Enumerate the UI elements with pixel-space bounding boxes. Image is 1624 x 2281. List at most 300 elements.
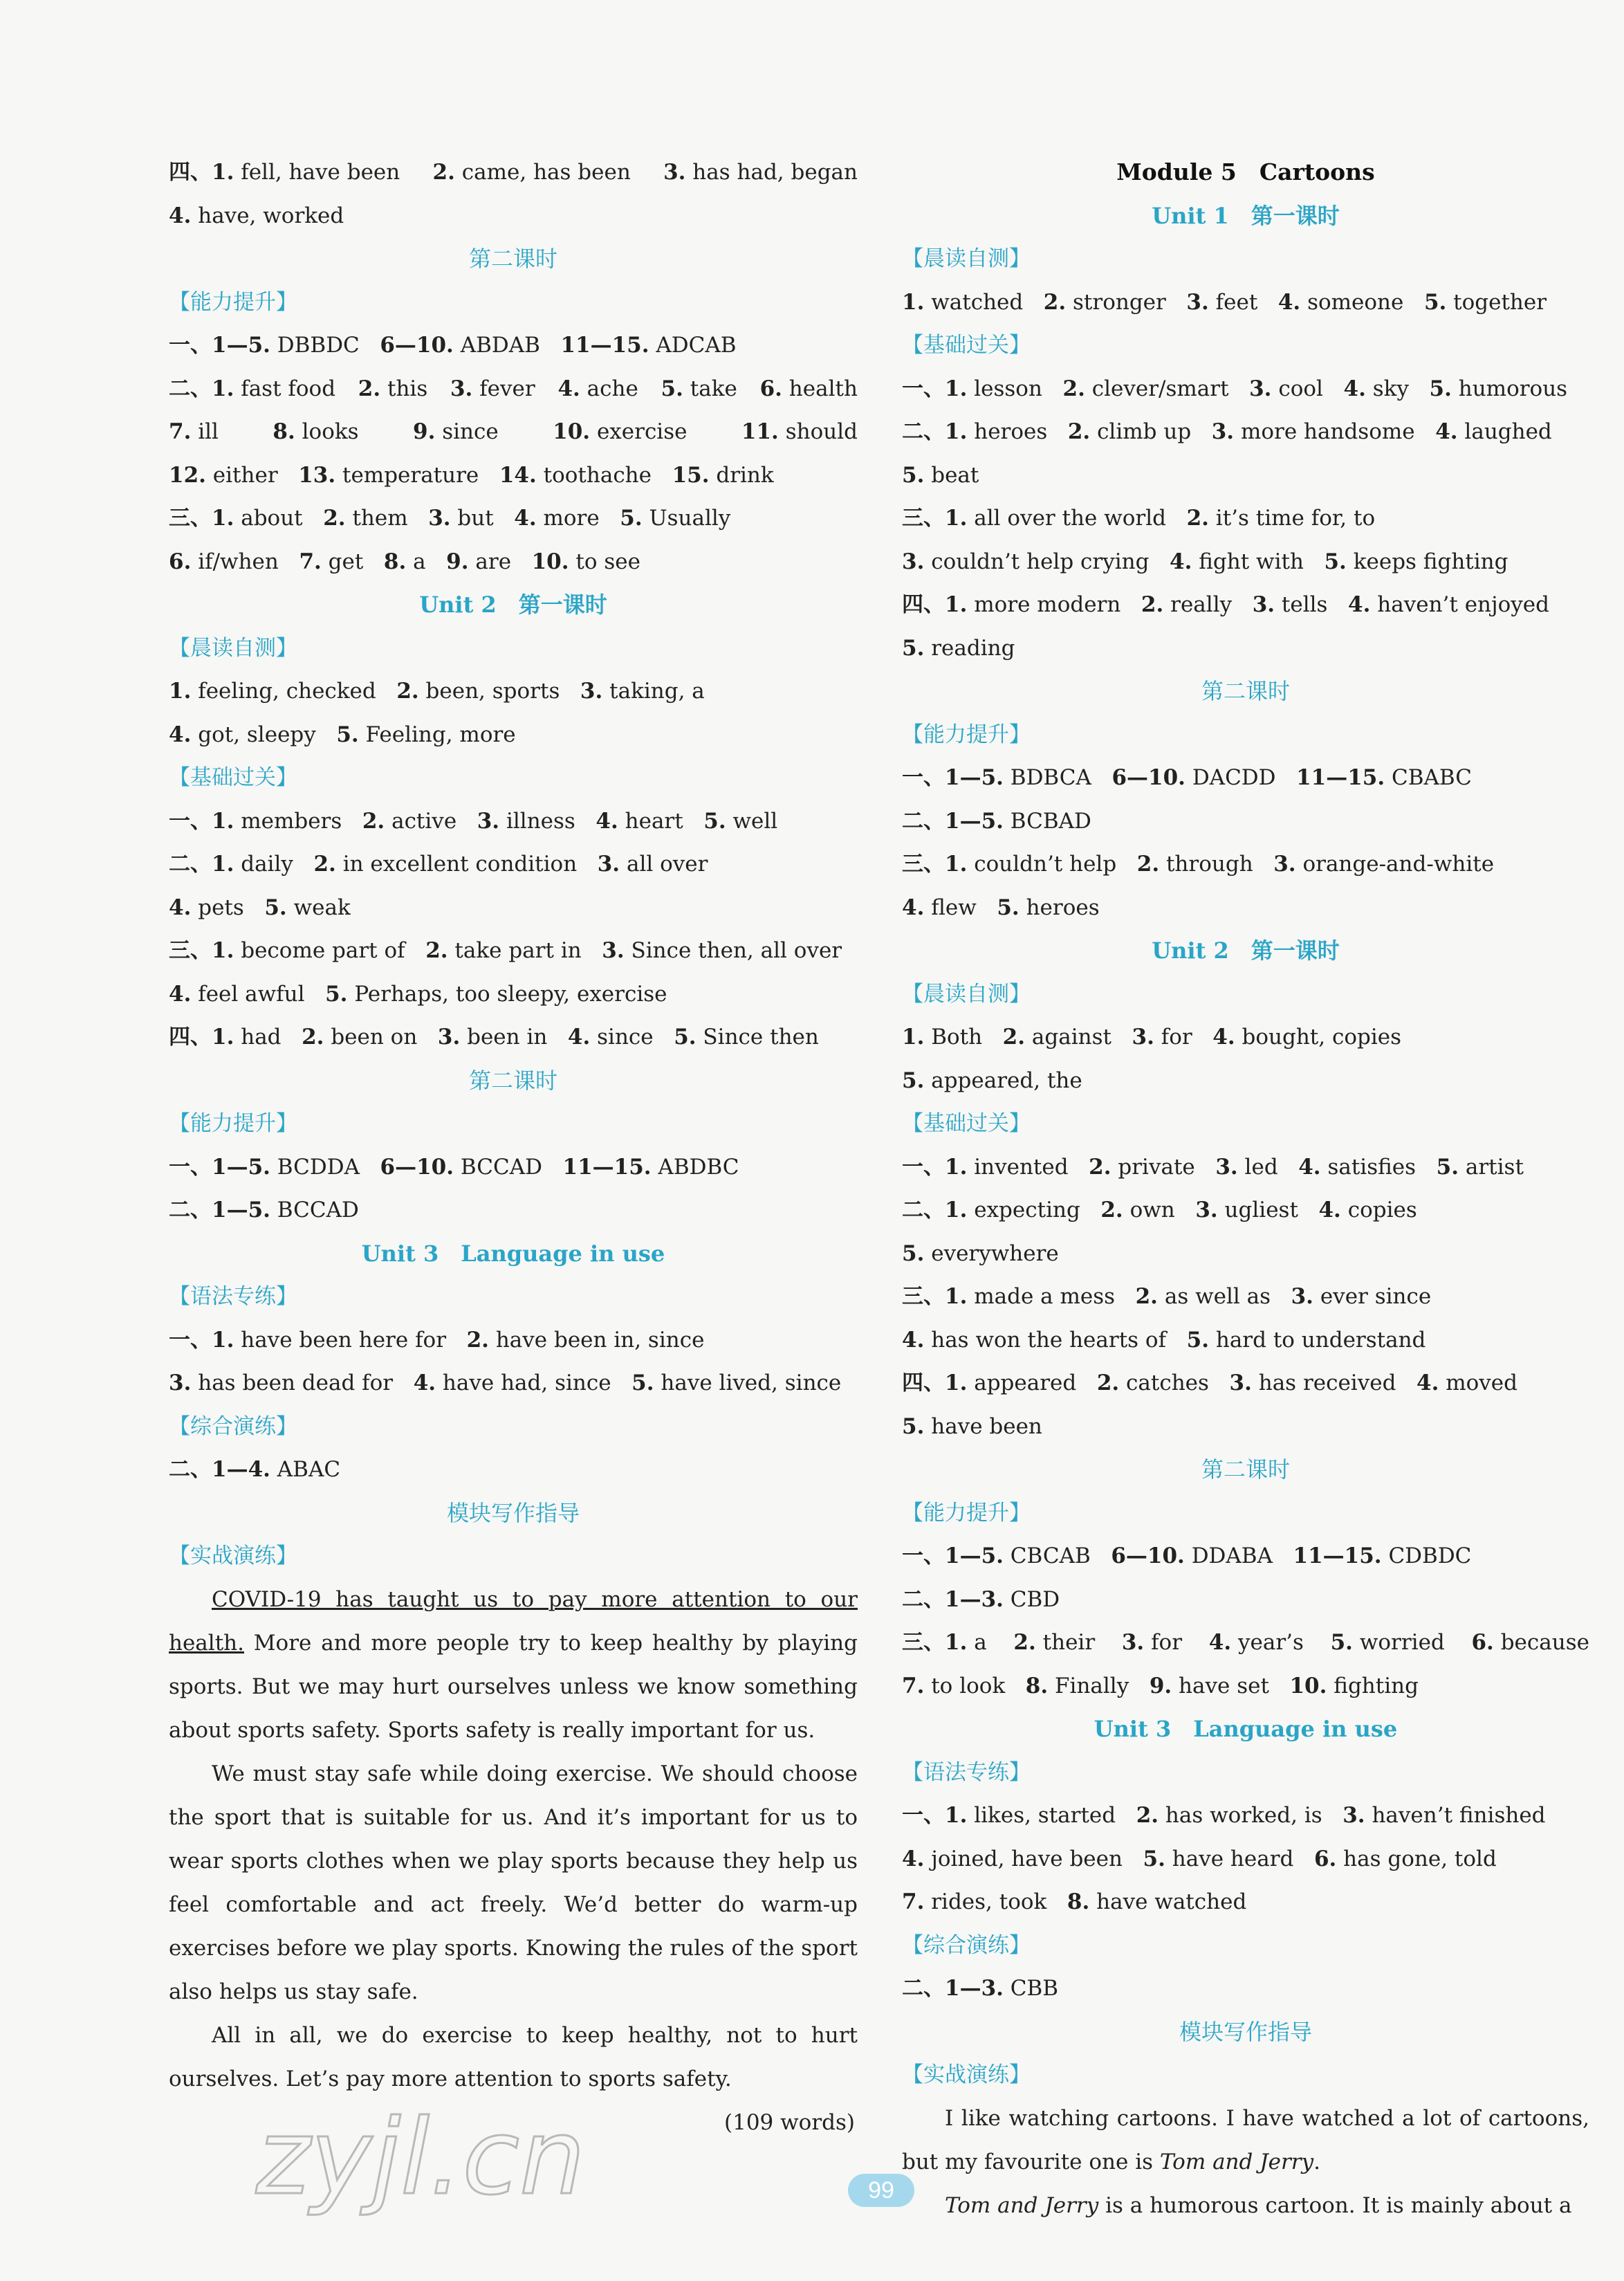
item-number: 11—15. <box>562 1154 652 1180</box>
answer-text: BCBAD <box>1003 808 1091 834</box>
item-number: 7. <box>902 1673 925 1698</box>
watermark-logo <box>249 2076 609 2228</box>
answer-text: Both <box>924 1025 1003 1050</box>
cartoon-title: Tom and Jerry <box>945 2192 1099 2218</box>
answer-text: have lived, since <box>654 1371 842 1395</box>
answer-text: Finally <box>1048 1673 1150 1698</box>
answer-text: orange-and-white <box>1295 852 1495 877</box>
item-number: 10. exercise <box>553 419 688 444</box>
answer-line <box>169 713 858 757</box>
answer-text: daily <box>234 852 314 877</box>
item-number: 1. <box>169 679 192 704</box>
answer-text: CBABC <box>1385 765 1472 790</box>
answer-text: together <box>1446 289 1547 315</box>
item-number: 5. <box>1186 1327 1209 1353</box>
item-number: 2. <box>425 938 448 963</box>
answer-text: heroes <box>1019 895 1100 920</box>
item-number: 5. worried <box>1330 1630 1445 1655</box>
answer-text: taking, a <box>602 679 705 704</box>
item-number: 11—15. <box>1293 1543 1382 1568</box>
section-tag-grammar: 【语法专练】 <box>169 1284 297 1309</box>
section-tag-practice: 【实战演练】 <box>169 1543 297 1568</box>
answer-text: haven’t enjoyed <box>1370 592 1549 617</box>
answer-text: everywhere <box>924 1240 1059 1266</box>
item-number: 4. <box>169 722 192 747</box>
answer-text: well <box>726 808 778 834</box>
item-number: 4. year’s <box>1208 1630 1304 1655</box>
item-number: 二、1. <box>902 1198 968 1222</box>
item-number: 4. <box>514 506 537 531</box>
item-number: 4. <box>902 1846 925 1871</box>
lesson-heading: 第二课时 <box>1201 1456 1290 1483</box>
section-tag-practice: 【实战演练】 <box>902 2062 1031 2087</box>
item-number: 11. should <box>741 419 858 444</box>
answer-text: feet <box>1208 289 1278 315</box>
answer-line <box>902 1319 1589 1362</box>
item-number: 一、1. <box>902 1803 968 1828</box>
item-number: 4. <box>902 895 925 920</box>
item-number: 三、1. <box>902 1284 968 1309</box>
answer-line <box>169 324 858 367</box>
item-number: 三、1. <box>169 938 234 963</box>
answer-text: sky <box>1365 376 1430 401</box>
answer-text: Since then <box>696 1025 819 1050</box>
item-number: 三、1. <box>169 506 234 531</box>
answer-text: humorous <box>1451 376 1568 401</box>
answer-line <box>902 1578 1589 1622</box>
answer-line <box>169 929 858 973</box>
answer-line <box>169 800 858 843</box>
item-number: 5. <box>336 722 359 747</box>
answer-line <box>169 670 858 713</box>
answer-line <box>169 973 858 1016</box>
item-number: 一、1. <box>902 376 968 401</box>
unit-heading: Unit 3 Language in use <box>361 1240 665 1267</box>
item-number: 5. <box>902 1240 925 1266</box>
answer-text: pets <box>191 895 265 920</box>
answer-text: have, worked <box>191 203 344 228</box>
item-number: 5. <box>1423 289 1447 315</box>
item-number: 13. <box>298 462 336 488</box>
answer-text: made a mess <box>967 1284 1136 1309</box>
item-number: 4. <box>1298 1154 1321 1180</box>
answer-text: has won the hearts of <box>924 1327 1187 1353</box>
item-number: 11. <box>741 419 779 444</box>
essay-paragraph <box>902 2097 1589 2184</box>
item-number: 2. <box>313 852 336 877</box>
item-number: 2. <box>1002 1025 1026 1050</box>
item-number: 1. <box>902 1025 925 1050</box>
item-number: 2. this <box>358 376 428 401</box>
item-number: 6—10. <box>1111 1543 1185 1568</box>
answer-text: expecting <box>967 1198 1101 1222</box>
item-number: 四、1. <box>169 1025 234 1050</box>
answer-text: flew <box>924 895 997 920</box>
item-number: 4. <box>1318 1198 1341 1222</box>
item-number: 5. <box>703 808 726 834</box>
item-number: 6. <box>1313 1846 1337 1871</box>
answer-text: keeps fighting <box>1346 549 1508 574</box>
item-number: 一、1. <box>902 1154 968 1180</box>
item-number: 4. <box>567 1025 591 1050</box>
answer-line <box>902 843 1589 886</box>
answer-line <box>169 454 858 497</box>
answer-text: feeling, checked <box>191 679 397 704</box>
item-number: 四、1. <box>902 592 968 617</box>
answer-line <box>902 1189 1589 1232</box>
answer-text: cool <box>1271 376 1344 401</box>
item-number: 5. take <box>661 376 737 401</box>
item-number: 4. <box>413 1371 436 1395</box>
item-number: 3. <box>1211 419 1235 444</box>
answer-text: CBD <box>1003 1586 1060 1612</box>
answer-text: it’s time for, to <box>1208 506 1376 531</box>
item-number: 2. <box>362 808 385 834</box>
answer-line <box>169 843 858 886</box>
answer-text: CBCAB <box>1003 1543 1111 1568</box>
item-number: 8. <box>273 419 295 444</box>
item-number: 5. <box>620 506 643 531</box>
item-number: 4. <box>1348 592 1371 617</box>
answer-line <box>902 800 1589 843</box>
answer-text: watched <box>924 289 1044 315</box>
item-number: 1. <box>902 289 925 315</box>
item-number: 14. <box>499 462 537 488</box>
lesson-heading: 第二课时 <box>468 1067 557 1094</box>
answer-line <box>169 194 858 238</box>
essay-text: I like watching cartoons. I have watched a lot of cartoons, but my favourite one is <box>902 2105 1589 2174</box>
item-number: 2. <box>466 1327 489 1353</box>
item-number: 3. <box>169 1371 192 1395</box>
item-number: 8. <box>383 549 407 574</box>
item-number: 7. <box>299 549 322 574</box>
item-number: 3. <box>428 506 451 531</box>
writing-heading: 模块写作指导 <box>1179 2018 1312 2045</box>
answer-text: fighting <box>1327 1673 1419 1698</box>
item-number: 5. <box>997 895 1019 920</box>
item-number: 4. ache <box>557 376 638 401</box>
answer-text: get <box>321 549 384 574</box>
item-number: 5. <box>902 1068 925 1093</box>
answer-text: in excellent condition <box>335 852 598 877</box>
answer-text: either <box>205 462 299 488</box>
answer-text: BDBCA <box>1003 765 1112 790</box>
essay-paragraph: All in all, we do exercise to keep healthy, not to hurt ourselves. Let’s pay more attention to sports safety. <box>169 2022 858 2091</box>
answer-text: members <box>234 808 362 834</box>
item-number: 二、1—5. <box>902 808 1004 834</box>
answer-text: CDBDC <box>1381 1543 1472 1568</box>
item-number: 3. <box>437 1025 461 1050</box>
item-number: 11—15. <box>560 333 649 358</box>
item-number: 4. <box>596 808 618 834</box>
item-number: 5. <box>661 376 683 401</box>
item-number: 10. <box>531 549 569 574</box>
lesson-heading: 第二课时 <box>468 246 557 272</box>
item-number: 11—15. <box>1296 765 1385 790</box>
answer-text: since <box>590 1025 674 1050</box>
item-number: 二、1. fast food <box>169 376 336 401</box>
item-number: 3. <box>602 938 625 963</box>
item-number: 3. <box>450 376 473 401</box>
item-number: 4. <box>1212 1025 1235 1050</box>
answer-text: Usually <box>642 506 731 531</box>
answer-line <box>902 540 1589 584</box>
answer-text: become part of <box>234 938 426 963</box>
item-number: 6—10. <box>380 1154 454 1180</box>
item-number: 二、1—5. <box>169 1198 270 1222</box>
item-number: 二、1. <box>902 419 968 444</box>
writing-heading: 模块写作指导 <box>446 1499 580 1526</box>
answer-text: ABAC <box>270 1457 341 1482</box>
item-number: 4. <box>169 895 192 920</box>
item-number: 3. <box>580 679 603 704</box>
item-number: 3. <box>1252 592 1275 617</box>
section-tag-ability: 【能力提升】 <box>169 1111 297 1136</box>
section-tag-morning: 【晨读自测】 <box>902 246 1031 271</box>
answer-line <box>902 1059 1589 1103</box>
answer-text: CBB <box>1003 1976 1059 2001</box>
answer-text: ABDBC <box>651 1154 739 1180</box>
unit-heading: Unit 2 第一课时 <box>1152 937 1340 964</box>
section-tag-morning: 【晨读自测】 <box>902 981 1031 1007</box>
answer-text: haven’t finished <box>1365 1803 1546 1828</box>
answer-line <box>169 1319 858 1362</box>
answer-line <box>902 367 1589 411</box>
answer-text: fight with <box>1192 549 1325 574</box>
item-number: 三、1. <box>902 506 968 531</box>
answer-text: drink <box>709 462 774 488</box>
answer-text: couldn’t help <box>967 852 1137 877</box>
section-tag-basic: 【基础过关】 <box>902 333 1031 358</box>
answer-text: clever/smart <box>1085 376 1250 401</box>
answer-text: more modern <box>967 592 1141 617</box>
item-number: 6. <box>169 549 192 574</box>
item-number: 3. <box>1215 1154 1238 1180</box>
answer-text: stronger <box>1066 289 1187 315</box>
item-number: 5. <box>1330 1630 1353 1655</box>
item-number: 6. <box>759 376 782 401</box>
essay-underlined-sentence: COVID-19 has taught us to pay more attention to our health. <box>169 1586 858 1656</box>
item-number: 2. <box>323 506 346 531</box>
answer-line <box>902 1362 1589 1405</box>
answer-line <box>902 410 1589 454</box>
answer-text: been in <box>460 1025 568 1050</box>
answer-line <box>169 151 858 194</box>
answer-text: have set <box>1172 1673 1290 1698</box>
item-number: 2. <box>1136 1803 1159 1828</box>
section-tag-basic: 【基础过关】 <box>902 1111 1031 1136</box>
answer-text: to see <box>569 549 640 574</box>
answer-text: private <box>1111 1154 1216 1180</box>
section-tag-comprehensive: 【综合演练】 <box>902 1932 1031 1958</box>
answer-text: moved <box>1439 1371 1517 1395</box>
answer-text: have been here for <box>234 1327 467 1353</box>
answer-text: laughed <box>1457 419 1552 444</box>
essay-paragraph <box>169 1578 858 1752</box>
answer-text: has been dead for <box>191 1371 414 1395</box>
essay-text: is a humorous cartoon. It is mainly about a <box>1098 2192 1572 2218</box>
item-number: 2. came, has been <box>432 160 631 185</box>
item-number: 4. <box>1343 376 1366 401</box>
answer-text: have been <box>924 1413 1042 1439</box>
item-number: 2. <box>1043 289 1067 315</box>
answer-text: DBBDC <box>270 333 380 358</box>
item-number: 一、1—5. <box>902 1543 1004 1568</box>
answer-text: against <box>1025 1025 1132 1050</box>
answer-text: likes, started <box>967 1803 1136 1828</box>
item-number: 3. <box>1121 1630 1145 1655</box>
item-number: 5. <box>674 1025 696 1050</box>
item-number: 3. <box>1195 1198 1218 1222</box>
item-number: 3. <box>1342 1803 1365 1828</box>
item-number: 四、1. <box>169 160 234 185</box>
item-number: 2. <box>1013 1630 1036 1655</box>
answer-text: heroes <box>967 419 1068 444</box>
answer-line <box>169 1016 858 1059</box>
section-tag-comprehensive: 【综合演练】 <box>169 1413 297 1439</box>
item-number: 4. <box>1277 289 1301 315</box>
item-number: 2. <box>396 679 419 704</box>
answer-text: to look <box>924 1673 1026 1698</box>
answer-text: lesson <box>967 376 1063 401</box>
answer-text: ABDAB <box>453 333 561 358</box>
item-number: 5. <box>1143 1846 1165 1871</box>
unit-heading: Unit 3 Language in use <box>1094 1716 1398 1742</box>
left-column <box>169 151 858 2144</box>
answer-text: illness <box>499 808 596 834</box>
right-column <box>902 151 1589 2228</box>
answer-line <box>902 1275 1589 1319</box>
item-number: 12. <box>169 462 206 488</box>
section-tag-morning: 【晨读自测】 <box>169 635 297 661</box>
answer-line <box>169 886 858 930</box>
unit-heading: Unit 2 第一课时 <box>419 592 607 618</box>
item-number: 5. <box>1436 1154 1459 1180</box>
item-number: 4. <box>1170 549 1192 574</box>
item-number: 3. <box>1291 1284 1313 1309</box>
item-number: 6—10. <box>1111 765 1185 790</box>
item-number: 9. <box>446 549 469 574</box>
module-title: Module 5 Cartoons <box>1116 158 1375 185</box>
answer-line <box>902 627 1589 670</box>
item-number: 四、1. fell, have been <box>169 160 400 185</box>
item-number: 10. <box>553 419 591 444</box>
answer-text: got, sleepy <box>191 722 337 747</box>
answer-line <box>902 1535 1589 1578</box>
item-number: 2. <box>302 1025 324 1050</box>
answer-text: but <box>450 506 515 531</box>
item-number: 2. <box>1136 852 1160 877</box>
answer-text: appeared, the <box>924 1068 1082 1093</box>
answer-text: rides, took <box>924 1889 1067 1914</box>
item-number: 2. <box>1062 376 1085 401</box>
essay-paragraph: We must stay safe while doing exercise. We should choose the sport that is suitable for us. And it’s important for us to wear sports clothes when we play sports because they help us feel comfortable and act freely. We’d better do warm-up exercises before we play sports. Knowing the rules of the sport also helps us stay safe. <box>169 1761 858 2004</box>
answer-text: been on <box>324 1025 438 1050</box>
answer-line <box>902 454 1589 497</box>
item-number: 一、1. <box>169 808 234 834</box>
answer-text: BCCAD <box>454 1154 563 1180</box>
item-number: 一、1—5. <box>169 1154 270 1180</box>
answer-text: through <box>1159 852 1274 877</box>
answer-text: BCCAD <box>270 1198 359 1222</box>
answer-text: reading <box>924 635 1015 661</box>
answer-line <box>169 1146 858 1189</box>
item-number: 2. <box>432 160 455 185</box>
item-number: 4. <box>1417 1371 1439 1395</box>
answer-text: satisfies <box>1320 1154 1437 1180</box>
item-number: 三、1. <box>902 852 968 877</box>
answer-line <box>902 1665 1589 1708</box>
answer-line <box>169 410 858 454</box>
answer-text: joined, have been <box>924 1846 1143 1871</box>
answer-text: artist <box>1459 1154 1524 1180</box>
item-number: 二、1. <box>169 376 234 401</box>
answer-text: Since then, all over <box>624 938 842 963</box>
answer-text: as well as <box>1157 1284 1291 1309</box>
item-number: 3. <box>663 160 686 185</box>
item-number: 4. <box>557 376 580 401</box>
item-number: 5. <box>1324 549 1347 574</box>
answer-text: copies <box>1340 1198 1417 1222</box>
answer-text: been, sports <box>418 679 580 704</box>
item-number: 3. <box>1229 1371 1252 1395</box>
item-number: 3. fever <box>450 376 535 401</box>
item-number: 二、1. <box>169 852 234 877</box>
answer-text: has worked, is <box>1159 1803 1343 1828</box>
answer-text: Perhaps, too sleepy, exercise <box>347 981 667 1007</box>
answer-text: about <box>234 506 324 531</box>
item-number: 2. their <box>1013 1630 1096 1655</box>
answer-text: have been in, since <box>488 1327 705 1353</box>
answer-line <box>902 1794 1589 1838</box>
item-number: 9. <box>1149 1673 1172 1698</box>
answer-text: Feeling, more <box>358 722 516 747</box>
item-number: 2. <box>1186 506 1209 531</box>
item-number: 四、1. <box>902 1371 968 1395</box>
answer-text: have had, since <box>436 1371 632 1395</box>
answer-text: own <box>1123 1198 1196 1222</box>
item-number: 2. <box>1135 1284 1158 1309</box>
item-number: 8. <box>1025 1673 1049 1698</box>
item-number: 4. <box>1435 419 1458 444</box>
item-number: 3. has had, began <box>663 160 858 185</box>
answer-line <box>902 886 1589 930</box>
answer-text: really <box>1163 592 1253 617</box>
item-number: 5. <box>902 635 925 661</box>
answer-text: if/when <box>191 549 299 574</box>
item-number: 4. <box>169 203 192 228</box>
item-number: 二、1—4. <box>169 1457 270 1482</box>
item-number: 2. <box>1067 419 1091 444</box>
answer-text: has received <box>1251 1371 1417 1395</box>
item-number: 一、1—5. <box>902 765 1004 790</box>
essay-paragraph <box>902 2184 1589 2228</box>
answer-text: hard to understand <box>1209 1327 1426 1353</box>
answer-text: feel awful <box>191 981 326 1007</box>
item-number: 4. <box>902 1327 925 1353</box>
item-number: 二、1—3. <box>902 1976 1004 2001</box>
answer-text: toothache <box>536 462 672 488</box>
answer-line <box>169 1189 858 1232</box>
answer-text: all over the world <box>967 506 1187 531</box>
answer-text: had <box>234 1025 302 1050</box>
answer-line <box>169 1448 858 1492</box>
answer-line <box>902 1621 1589 1665</box>
item-number: 15. <box>672 462 710 488</box>
answer-text: all over <box>620 852 708 877</box>
answer-text: invented <box>967 1154 1089 1180</box>
answer-text: ever since <box>1313 1284 1432 1309</box>
